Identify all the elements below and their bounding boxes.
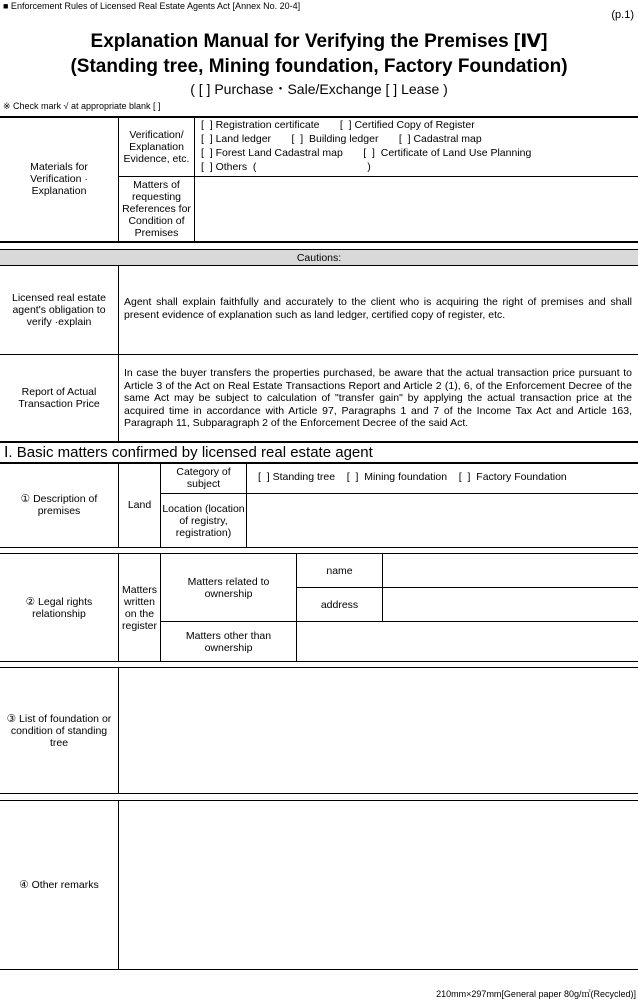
owner-address-field[interactable]: [383, 588, 638, 621]
owner-name-label: name: [326, 564, 353, 577]
remarks-label: ④ Other remarks: [19, 879, 99, 891]
evidence-label: Verification/ Explanation Evidence, etc.: [123, 128, 190, 165]
annex-reference: ■ Enforcement Rules of Licensed Real Estate Agents Act [Annex No. 20-4]: [3, 1, 301, 11]
foundation-label: ③ List of foundation or condition of standing tree: [6, 712, 112, 749]
evidence-options-4[interactable]: [ ] Others ( ): [201, 161, 371, 173]
check-instruction: ※ Check mark √ at appropriate blank [ ]: [3, 101, 161, 111]
other-ownership-field[interactable]: [297, 622, 638, 661]
report-text: In case the buyer transfers the properties purchased, be aware that the actual transaction price pursuant to Article 3 of the Act on Real Estate Transactions Report and Article 2 (1), 6, of the Enforcement Decree of the same Act may be subject to calculation of "transfer gain" by applying the actual transaction price at the acquired time in accordance with Article 97, Paragraphs 1 and 7 of the Income Tax Act and Article 163, Paragraph 11, Subparagraph 2 of the Enforcement Decree of the said Act.: [124, 367, 632, 429]
description-label: ① Description of premises: [20, 493, 98, 517]
legal-rights-label: ② Legal rights relationship: [25, 595, 93, 620]
category-label: Category of subject: [176, 466, 231, 490]
register-label: Matters written on the register: [121, 583, 157, 632]
land-label: Land: [127, 499, 152, 511]
owner-name-field[interactable]: [383, 554, 638, 587]
report-label: Report of Actual Transaction Price: [18, 386, 100, 410]
evidence-options-1[interactable]: [ ] Registration certificate [ ] Certified Copy of Register: [201, 119, 475, 131]
owner-address-label: address: [320, 598, 359, 611]
location-label: Location (location of registry, registration): [162, 502, 245, 539]
ownership-label: Matters related to ownership: [187, 575, 270, 600]
location-field[interactable]: [247, 494, 638, 547]
evidence-options-3[interactable]: [ ] Forest Land Cadastral map [ ] Certificate of Land Use Planning: [201, 147, 532, 159]
evidence-options-2[interactable]: [ ] Land ledger [ ] Building ledger [ ] Cadastral map: [201, 133, 482, 145]
remarks-field[interactable]: [119, 801, 638, 969]
document-title-sub: (Standing tree, Mining foundation, Factory Foundation): [70, 56, 568, 77]
page-number: (p.1): [611, 9, 634, 21]
transaction-type: ( [ ] Purchase・Sale/Exchange [ ] Lease ): [190, 81, 448, 97]
cautions-heading: Cautions:: [296, 251, 342, 264]
foundation-field[interactable]: [119, 668, 638, 793]
document-title: Explanation Manual for Verifying the Premises [Ⅳ]: [90, 31, 548, 52]
obligation-label: Licensed real estate agent's obligation to verify ·explain: [12, 292, 106, 328]
requesting-field[interactable]: [195, 177, 638, 241]
obligation-text: Agent shall explain faithfully and accurately to the client who is acquiring the right of premises and shall present evidence of explanation such as land ledger, certified copy of register, etc.: [124, 296, 632, 321]
section-heading: Ⅰ. Basic matters confirmed by licensed real estate agent: [4, 444, 373, 461]
materials-label: Materials for Verification · Explanation: [30, 161, 88, 197]
other-ownership-label: Matters other than ownership: [185, 629, 272, 654]
requesting-label: Matters of requesting References for Condition of Premises: [122, 179, 191, 239]
category-options[interactable]: [ ] Standing tree [ ] Mining foundation [ ] Factory Foundation: [258, 471, 567, 483]
paper-spec: 210mm×297mm[General paper 80g/㎡(Recycled)]: [436, 989, 636, 999]
